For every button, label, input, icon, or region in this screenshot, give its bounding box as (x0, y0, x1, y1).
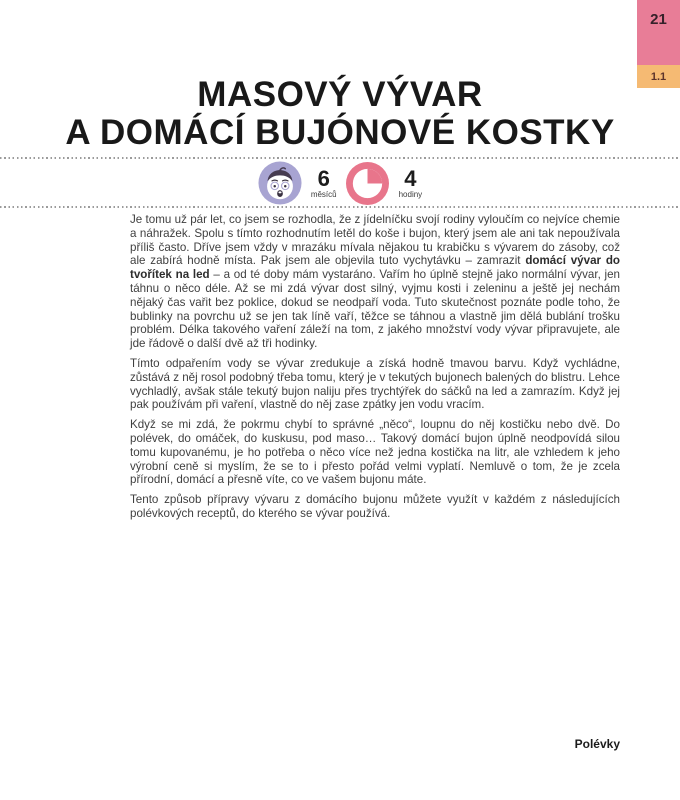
paragraph-2: Tímto odpařením vody se vývar zredukuje a získá hodně tmavou barvu. Když vychládne, zůstává z něj rosol podobný třeba tomu, který je v tekutých bujonech balených do blistru. Lehce vychladlý, avšak stále tekutý bujon naliju přes trychtýřek do sáčků na led a zamrazím. Když jej pak používám při vaření, vlastně do něj zase zpátky jen vodu vracím. (130, 356, 620, 412)
chapter-footer-label: Polévky (574, 737, 620, 751)
paragraph-1-text: Je tomu už pár let, co jsem se rozhodla, že z jídelníčku svojí rodiny vyloučím co nejvíce chemie a náhražek. Spolu s tímto rozhodnutím letěl do koše i bujon, který jsem ale ani tak nepoužívala příliš často. Dříve jsem vždy v mrazáku mívala nějakou tu krabičku s vývarem do zásoby, což ale zabírá hodně místa. Pak jsem ale objevila tuto vychytávku – zamrazit (130, 213, 620, 268)
paragraph-1-bold: domácí vývar do tvořítek na led (130, 254, 620, 282)
age-value: 6 (317, 165, 330, 191)
page-title-line1: MASOVÝ VÝVAR (197, 75, 483, 114)
page-title-line2: A DOMÁCÍ BUJÓNOVÉ KOSTKY (65, 113, 615, 152)
time-meta-text (398, 165, 423, 199)
section-code: 1.1 (650, 70, 667, 83)
dotted-divider-top (0, 157, 680, 159)
time-unit: hodiny (398, 189, 423, 199)
recipe-meta-row (0, 162, 680, 204)
paragraph-4: Tento způsob přípravy vývaru z domácího bujonu můžete využít v každém z následujících polévkových receptů, do kterého se vývar používá. (130, 493, 620, 520)
age-meta (258, 162, 337, 204)
age-meta-text (310, 165, 337, 199)
clock-quarter-icon (346, 162, 390, 204)
age-unit: měsíců (310, 189, 337, 199)
time-meta (346, 162, 423, 204)
dotted-divider-bottom (0, 206, 680, 208)
body-text (130, 213, 620, 527)
page-title (10, 76, 670, 152)
page-number: 21 (650, 11, 667, 28)
time-value: 4 (404, 165, 417, 191)
baby-icon (258, 162, 302, 204)
paragraph-3: Když se mi zdá, že pokrmu chybí to správné „něco“, loupnu do něj kostičku nebo dvě. Do polévek, do omáček, do kuskusu, pod maso… Takový domácí bujon úplně neodpovídá silou tomu kupovanému, je ho potřeba o něco více než jedna kostička na litr, ale vzhledem k jeho výrobní ceně si myslím, že se to i přesto pořád velmi vyplatí. Nemluvě o tom, že je zcela přírodní, domácí a přesně víte, co ve vašem bujonu máte. (130, 418, 620, 487)
page-number-tab (637, 0, 680, 65)
paragraph-1 (130, 213, 620, 351)
paragraph-1-text-after: – a od té doby mám vystaráno. Vařím ho úplně stejně jako normální vývar, jen táhnu o něco déle. Až se mi zdá vývar dost silný, vyjmu kosti i zeleninu a ještě jej nechám nějaký čas vařit bez poklice, dokud se neodpaří voda. Tuto skutečnost poznáte podle toho, že bublinky na povrchu už se jen tak líně vaří, těžce se táhnou a vlastně jim dělá bublání trošku problém. Délka takového vaření záleží na tom, z jakého množství vody vývar připravujete, ale jde řádově o další dvě až tři hodinky. (130, 268, 620, 351)
